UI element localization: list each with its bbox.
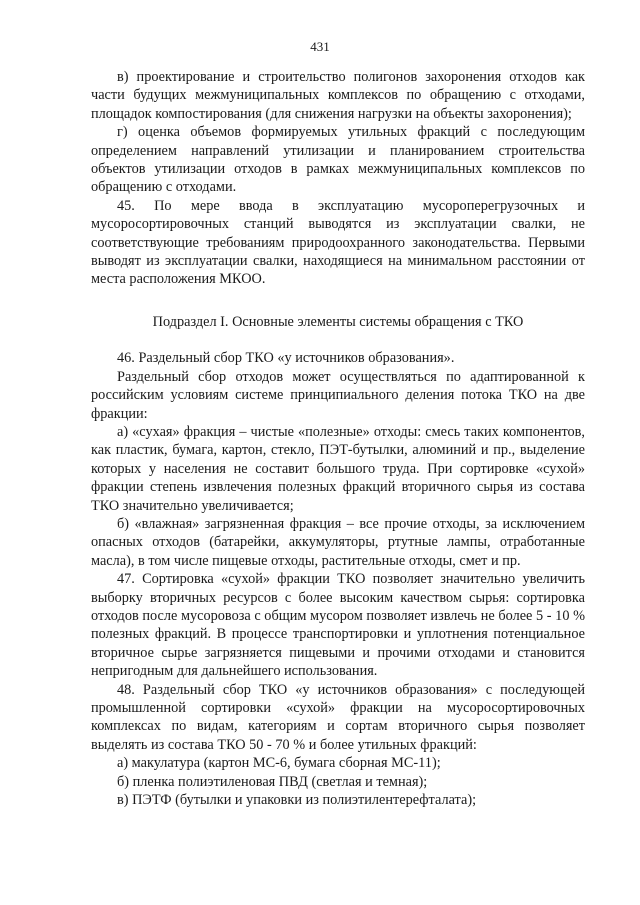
page-number: 431 (310, 39, 330, 54)
document-body (91, 68, 585, 809)
paragraph-wet-fraction: б) «влажная» загрязненная фракция – все прочие отходы, за исключением опасных отходов (батарейки, аккумуляторы, ртутные лампы, отработанные масла), в том числе пищевые отходы, растительные отходы, смет и пр. (91, 515, 585, 569)
paragraph-dry-fraction: а) «сухая» фракция – чистые «полезные» отходы: смесь таких компонентов, как пластик, бумага, картон, стекло, ПЭТ-бутылки, алюминий и пр., выделение которых у населения не составит большого труда. При сортировке «сухой» фракции степень извлечения полезных фракций вторичного сырья из состава ТКО значительно увеличивается; (91, 423, 585, 514)
paragraph-48: 48. Раздельный сбор ТКО «у источников образования» с последующей промышленной сортировки «сухой» фракции на мусоросортировочных комплексах по видам, категориям и сортам вторичного сырья позволяет выделять из состава ТКО 50 - 70 % и более утильных фракций: (91, 681, 585, 753)
paragraph-46-heading: 46. Раздельный сбор ТКО «у источников образования». (117, 350, 455, 367)
paragraph-item-g: г) оценка объемов формируемых утильных фракций с последующим определением направлений утилизации и планированием строительства объектов утилизации отходов в рамках межмуниципальных комплексов по обращению с отходами. (91, 124, 585, 196)
paragraph-46-text: Раздельный сбор отходов может осуществляться по адаптированной к российским условиям системе принципиального деления потока ТКО на две фракции: (91, 368, 585, 422)
subsection-title: Подраздел I. Основные элементы системы обращения с ТКО (152, 313, 524, 330)
paragraph-45: 45. По мере ввода в эксплуатацию мусороперегрузочных и мусоросортировочных станций выводятся из эксплуатации свалки, не соответствующие требованиям природоохранного законодательства. Первыми выводят из эксплуатации свалки, находящиеся на минимальном расстоянии от места расположения МКОО. (91, 197, 585, 288)
paragraph-47: 47. Сортировка «сухой» фракции ТКО позволяет значительно увеличить выборку вторичных ресурсов с более высоким качеством сырья: сортировка отходов после мусоровоза с общим мусором позволяет извлечь не более 5 - 10 % полезных фракций. В процессе транспортировки и уплотнения потенциальное вторичное сырье загрязняется пищевыми и прочими отходами и становится непригодным для дальнейшего использования. (91, 571, 585, 680)
list-item-v: в) ПЭТФ (бутылки и упаковки из полиэтилентерефталата); (117, 792, 477, 809)
list-item-b: б) пленка полиэтиленовая ПВД (светлая и темная); (117, 773, 428, 790)
list-item-a: а) макулатура (картон МС-6, бумага сборная МС-11); (117, 755, 441, 772)
paragraph-item-v: в) проектирование и строительство полигонов захоронения отходов как части будущих межмуниципальных комплексов по обращению с отходами, площадок компостирования (для снижения нагрузки на объекты захоронения); (91, 69, 585, 122)
